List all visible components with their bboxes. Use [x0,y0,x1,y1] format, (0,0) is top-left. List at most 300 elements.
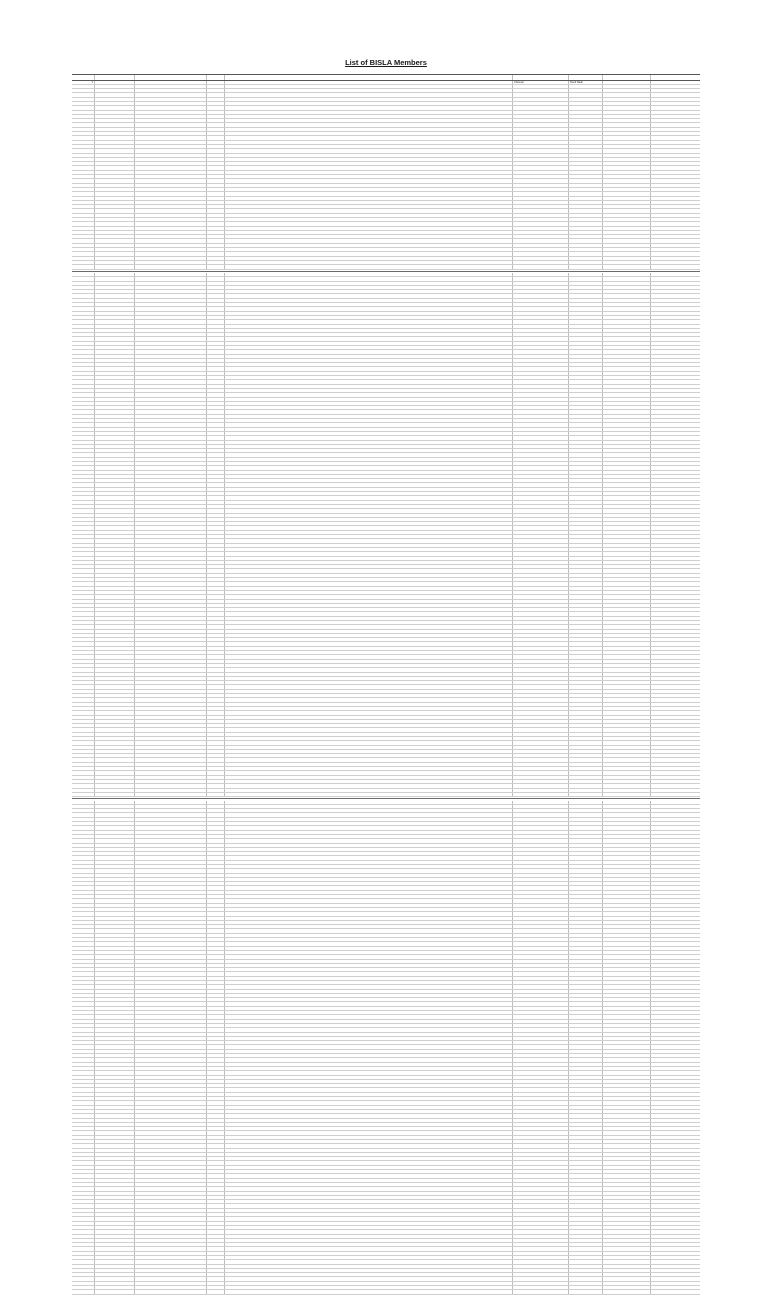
cell-membership-no [94,277,134,280]
cell-email [650,342,700,345]
cell-club-no [206,595,224,598]
cell-membership-no [94,1127,134,1130]
cell-club-no [206,1157,224,1160]
cell-email [650,548,700,551]
cell-club-no [206,342,224,345]
cell-city [512,917,568,920]
cell-club-no [206,1277,224,1280]
cell-mobile [602,1101,650,1104]
cell-mobile [602,445,650,448]
cell-sno [72,286,94,289]
cell-address [224,831,512,834]
cell-mobile [602,458,650,461]
cell-name [134,600,206,603]
cell-email [650,333,700,336]
cell-state [568,307,602,310]
cell-membership-no [94,1028,134,1031]
cell-state [568,711,602,714]
cell-city [512,784,568,787]
cell-sno [72,651,94,654]
cell-state [568,1230,602,1233]
cell-membership-no [94,767,134,770]
cell-city [512,1174,568,1177]
cell-sno [72,265,94,268]
cell-mobile [602,1011,650,1014]
cell-email [650,707,700,710]
cell-membership-no [94,818,134,821]
document-title: List of BISLA Members [345,58,427,67]
cell-city [512,677,568,680]
cell-mobile [602,668,650,671]
cell-city [512,312,568,315]
cell-name [134,617,206,620]
cell-sno [72,891,94,894]
cell-name [134,273,206,276]
cell-club-no [206,1243,224,1246]
cell-sno [72,1209,94,1212]
cell-address [224,647,512,650]
cell-mobile [602,227,650,230]
cell-city [512,934,568,937]
cell-sno [72,277,94,280]
cell-sno [72,235,94,238]
cell-mobile [602,929,650,932]
cell-membership-no [94,673,134,676]
cell-email [650,634,700,637]
cell-sno [72,1028,94,1031]
cell-club-no [206,1041,224,1044]
cell-city [512,89,568,92]
cell-membership-no [94,1187,134,1190]
cell-mobile [602,307,650,310]
cell-address [224,1114,512,1117]
cell-membership-no [94,544,134,547]
cell-city [512,938,568,941]
cell-club-no [206,664,224,667]
cell-membership-no [94,307,134,310]
cell-city [512,552,568,555]
cell-address [224,844,512,847]
cell-membership-no [94,1097,134,1100]
cell-email [650,1067,700,1070]
cell-membership-no [94,509,134,512]
cell-email [650,393,700,396]
cell-name [134,711,206,714]
cell-email [650,1273,700,1276]
cell-address [224,184,512,187]
cell-name [134,132,206,135]
cell-city [512,123,568,126]
cell-address [224,111,512,114]
cell-name [134,557,206,560]
cell-city [512,998,568,1001]
cell-club-no [206,964,224,967]
cell-state [568,466,602,469]
cell-state [568,1119,602,1122]
cell-mobile [602,1170,650,1173]
cell-membership-no [94,1080,134,1083]
cell-address [224,1166,512,1169]
cell-sno [72,531,94,534]
cell-state [568,818,602,821]
cell-address [224,728,512,731]
cell-club-no [206,265,224,268]
cell-name [134,886,206,889]
cell-club-no [206,1033,224,1036]
cell-email [650,218,700,221]
cell-address [224,355,512,358]
cell-club-no [206,244,224,247]
cell-club-no [206,98,224,101]
cell-email [650,81,700,84]
cell-club-no [206,1252,224,1255]
cell-city [512,813,568,816]
cell-name [134,261,206,264]
cell-state [568,1058,602,1061]
cell-address [224,192,512,195]
cell-sno [72,1110,94,1113]
cell-state [568,325,602,328]
cell-email [650,1192,700,1195]
cell-address [224,673,512,676]
cell-membership-no [94,419,134,422]
header-membership-no [94,75,134,80]
cell-state [568,514,602,517]
cell-mobile [602,1239,650,1242]
cell-sno [72,1286,94,1289]
cell-name [134,848,206,851]
cell-name [134,98,206,101]
cell-city [512,981,568,984]
cell-club-no [206,638,224,641]
cell-sno [72,98,94,101]
cell-mobile [602,479,650,482]
cell-address [224,951,512,954]
cell-club-no [206,733,224,736]
cell-mobile [602,93,650,96]
cell-sno [72,1097,94,1100]
cell-mobile [602,1277,650,1280]
cell-name [134,1226,206,1229]
cell-email [650,329,700,332]
cell-club-no [206,1213,224,1216]
cell-city [512,363,568,366]
cell-name [134,406,206,409]
cell-email [650,921,700,924]
cell-name [134,1187,206,1190]
cell-club-no [206,1161,224,1164]
cell-club-no [206,175,224,178]
cell-name [134,835,206,838]
cell-state [568,750,602,753]
cell-name [134,852,206,855]
cell-city [512,158,568,161]
cell-mobile [602,655,650,658]
cell-club-no [206,449,224,452]
cell-membership-no [94,475,134,478]
cell-name [134,994,206,997]
cell-city [512,1136,568,1139]
cell-address [224,136,512,139]
cell-membership-no [94,805,134,808]
cell-city [512,1170,568,1173]
cell-name [134,432,206,435]
cell-membership-no [94,179,134,182]
cell-membership-no [94,89,134,92]
cell-email [650,801,700,804]
cell-city [512,209,568,212]
cell-sno [72,677,94,680]
cell-state [568,865,602,868]
cell-state: Tamil Nadu [568,81,602,84]
cell-address [224,518,512,521]
cell-mobile [602,244,650,247]
cell-membership-no [94,363,134,366]
cell-sno [72,149,94,152]
cell-membership-no [94,1119,134,1122]
cell-club-no [206,818,224,821]
cell-city [512,544,568,547]
cell-membership-no [94,248,134,251]
cell-membership-no [94,505,134,508]
cell-email [650,861,700,864]
cell-state [568,244,602,247]
cell-state [568,367,602,370]
cell-state [568,432,602,435]
cell-city [512,1071,568,1074]
cell-state [568,273,602,276]
cell-membership-no [94,548,134,551]
cell-name [134,227,206,230]
cell-sno [72,960,94,963]
cell-address [224,514,512,517]
cell-mobile [602,981,650,984]
cell-name [134,1161,206,1164]
cell-name [134,964,206,967]
cell-sno [72,707,94,710]
cell-club-no [206,1179,224,1182]
cell-city [512,479,568,482]
cell-name [134,1020,206,1023]
cell-mobile [602,509,650,512]
cell-state [568,844,602,847]
cell-mobile [602,960,650,963]
cell-sno [72,899,94,902]
cell-name [134,1209,206,1212]
cell-club-no [206,141,224,144]
cell-club-no [206,600,224,603]
cell-mobile [602,282,650,285]
cell-sno [72,466,94,469]
cell-sno [72,1080,94,1083]
cell-state [568,231,602,234]
cell-name [134,1041,206,1044]
cell-club-no [206,166,224,169]
cell-sno [72,337,94,340]
cell-state [568,209,602,212]
cell-sno [72,192,94,195]
cell-state [568,214,602,217]
cell-name [134,453,206,456]
cell-club-no [206,1020,224,1023]
cell-club-no [206,380,224,383]
cell-mobile [602,119,650,122]
cell-address [224,826,512,829]
cell-state [568,908,602,911]
cell-sno [72,141,94,144]
cell-club-no [206,303,224,306]
cell-membership-no [94,758,134,761]
cell-mobile [602,1209,650,1212]
cell-mobile [602,630,650,633]
cell-name [134,1106,206,1109]
cell-sno [72,1166,94,1169]
cell-city [512,737,568,740]
cell-name [134,856,206,859]
cell-state [568,1136,602,1139]
cell-email [650,934,700,937]
cell-mobile [602,1161,650,1164]
cell-sno [72,359,94,362]
cell-city [512,1161,568,1164]
cell-state [568,780,602,783]
cell-email [650,1226,700,1229]
cell-address [224,1196,512,1199]
cell-name [134,1200,206,1203]
cell-name [134,303,206,306]
cell-club-no [206,793,224,796]
cell-city [512,951,568,954]
table-row [72,1290,700,1294]
cell-sno [72,882,94,885]
cell-state [568,488,602,491]
cell-membership-no [94,1161,134,1164]
cell-mobile [602,1222,650,1225]
cell-membership-no [94,235,134,238]
cell-address [224,1183,512,1186]
cell-email [650,462,700,465]
cell-address [224,466,512,469]
cell-email [650,346,700,349]
cell-club-no [206,839,224,842]
cell-club-no [206,591,224,594]
cell-club-no [206,192,224,195]
cell-address [224,205,512,208]
cell-club-no [206,934,224,937]
cell-sno [72,501,94,504]
cell-city [512,1235,568,1238]
cell-club-no [206,544,224,547]
cell-state [568,363,602,366]
cell-city [512,642,568,645]
cell-mobile [602,106,650,109]
cell-club-no [206,428,224,431]
cell-mobile [602,733,650,736]
cell-city [512,1088,568,1091]
cell-city [512,574,568,577]
cell-name [134,1088,206,1091]
cell-email [650,1058,700,1061]
cell-sno [72,1045,94,1048]
cell-city [512,406,568,409]
cell-club-no [206,1273,224,1276]
cell-mobile [602,839,650,842]
cell-club-no [206,1071,224,1074]
cell-membership-no [94,1213,134,1216]
cell-sno [72,595,94,598]
cell-address [224,158,512,161]
document-page [72,58,700,1295]
cell-email [650,1230,700,1233]
cell-sno [72,410,94,413]
cell-city [512,1192,568,1195]
cell-mobile [602,565,650,568]
cell-state [568,921,602,924]
cell-email [650,938,700,941]
cell-name [134,912,206,915]
cell-name [134,367,206,370]
cell-mobile [602,273,650,276]
cell-city [512,367,568,370]
cell-email [650,175,700,178]
cell-mobile [602,972,650,975]
cell-city [512,673,568,676]
cell-club-no [206,119,224,122]
cell-membership-no [94,1050,134,1053]
cell-email [650,685,700,688]
cell-email [650,1054,700,1057]
cell-city [512,1114,568,1117]
cell-club-no [206,1226,224,1229]
cell-state [568,1161,602,1164]
cell-membership-no [94,612,134,615]
cell-membership-no [94,1260,134,1263]
cell-state [568,175,602,178]
cell-sno [72,1290,94,1293]
cell-city [512,895,568,898]
cell-membership-no [94,85,134,88]
cell-address [224,261,512,264]
cell-sno [72,471,94,474]
cell-mobile [602,367,650,370]
cell-email [650,432,700,435]
cell-club-no [206,1290,224,1293]
cell-state [568,1106,602,1109]
cell-city [512,655,568,658]
cell-address [224,231,512,234]
cell-sno [72,990,94,993]
cell-city [512,746,568,749]
cell-name [134,231,206,234]
section-divider [72,798,700,799]
cell-name [134,218,206,221]
cell-membership-no [94,141,134,144]
cell-name [134,539,206,542]
cell-name [134,282,206,285]
cell-name [134,244,206,247]
cell-membership-no [94,1106,134,1109]
cell-name [134,921,206,924]
cell-address [224,707,512,710]
cell-club-no [206,869,224,872]
cell-mobile [602,789,650,792]
cell-city [512,728,568,731]
cell-email [650,1247,700,1250]
cell-name [134,608,206,611]
cell-sno [72,1088,94,1091]
cell-city [512,826,568,829]
cell-state [568,376,602,379]
